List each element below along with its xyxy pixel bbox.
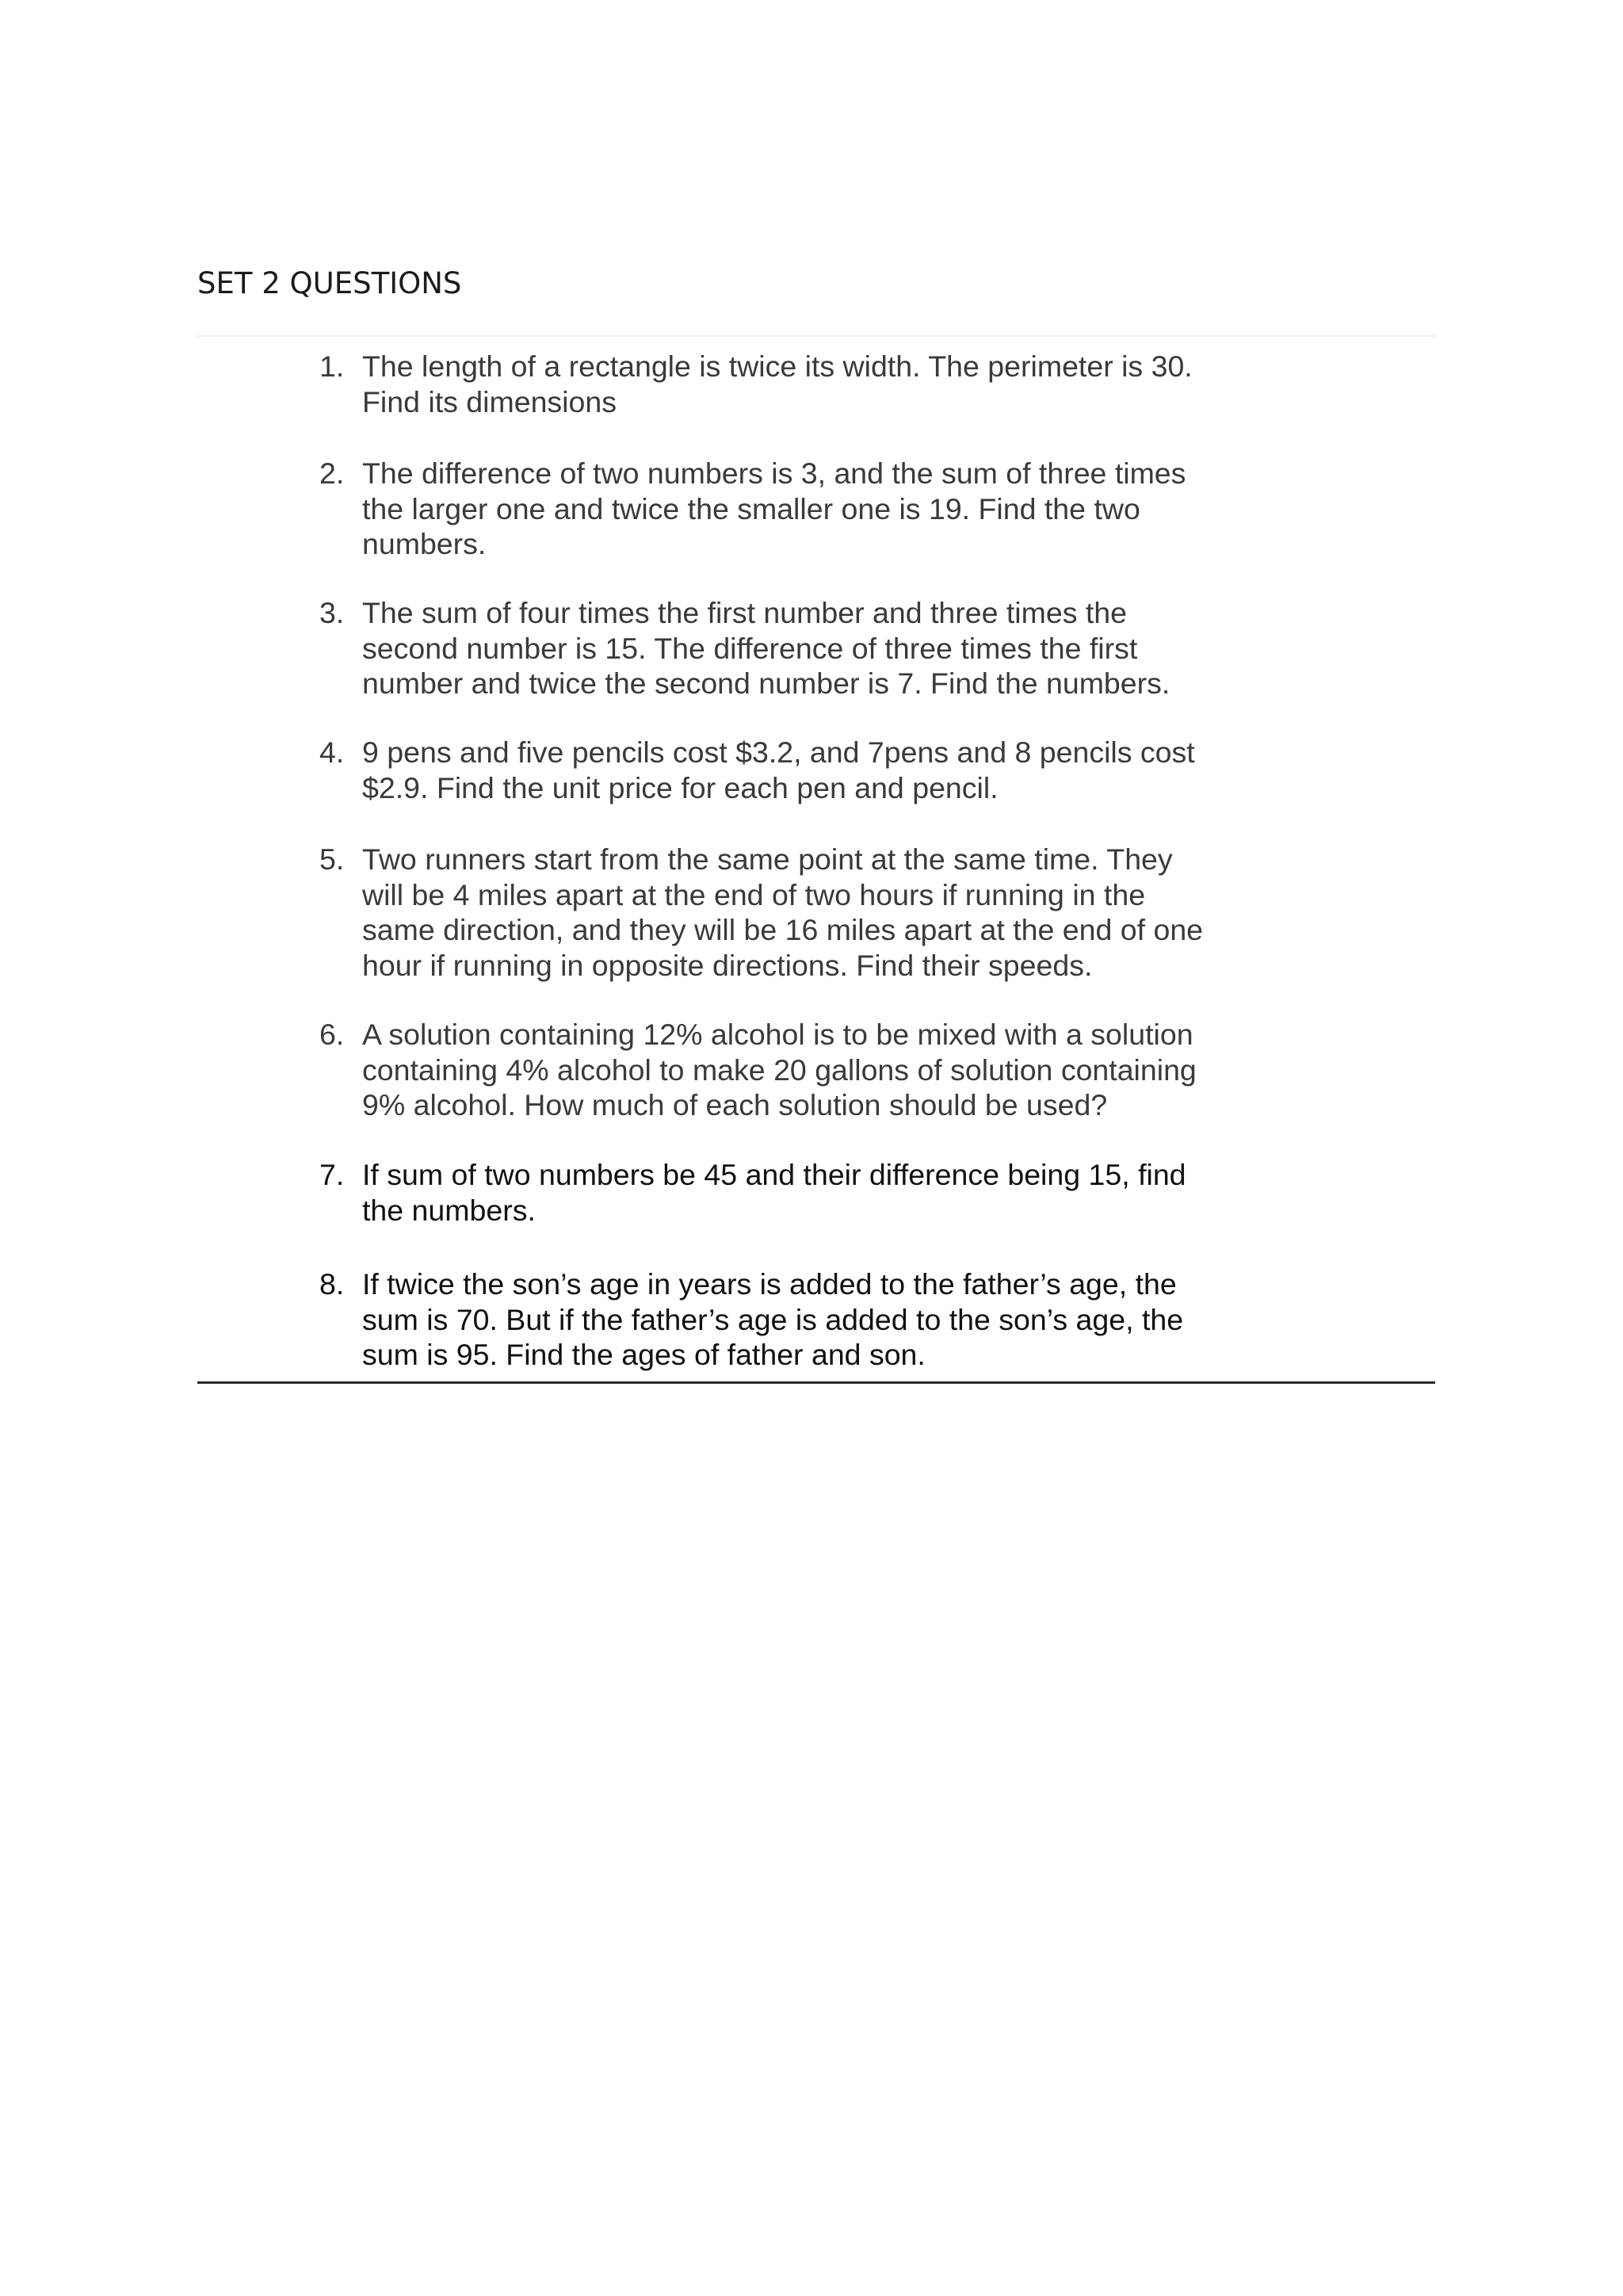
- question-number: 4.: [319, 735, 345, 769]
- question-number: 1.: [319, 350, 345, 383]
- question-text: The difference of two numbers is 3, and the sum of three times the larger one and twice the smaller one is 19. Find the two numbers.: [362, 457, 1186, 560]
- question-6: [319, 1017, 1270, 1123]
- question-number: 8.: [319, 1267, 345, 1301]
- question-1: [319, 349, 1270, 419]
- question-text: If twice the son’s age in years is added to the father’s age, the sum is 70. But if the father’s age is added to the son’s age, the sum is 95. Find the ages of father and son.: [362, 1267, 1184, 1371]
- question-5: [319, 842, 1270, 983]
- question-number: 3.: [319, 596, 345, 629]
- question-4: [319, 735, 1270, 805]
- question-3: [319, 595, 1270, 701]
- question-7: [319, 1157, 1270, 1228]
- question-text: Two runners start from the same point at the same time. They will be 4 miles apart at the end of two hours if running in the same direction, and they will be 16 miles apart at the end of one hour if running in opposite directions. Find their speeds.: [362, 842, 1204, 982]
- question-text: 9 pens and five pencils cost $3.2, and 7pens and 8 pencils cost $2.9. Find the unit price for each pen and pencil.: [362, 735, 1195, 804]
- bottom-divider: [197, 1381, 1435, 1384]
- question-8: [319, 1266, 1270, 1373]
- question-number: 6.: [319, 1018, 345, 1051]
- question-2: [319, 456, 1270, 562]
- question-text: The sum of four times the first number and three times the second number is 15. The difference of three times the first number and twice the second number is 7. Find the numbers.: [362, 596, 1170, 700]
- question-text: A solution containing 12% alcohol is to be mixed with a solution containing 4% alcohol to make 20 gallons of solution containing 9% alcohol. How much of each solution should be used?: [362, 1018, 1197, 1121]
- question-number: 2.: [319, 457, 345, 490]
- question-number: 7.: [319, 1158, 345, 1191]
- question-text: If sum of two numbers be 45 and their difference being 15, find the numbers.: [362, 1158, 1186, 1227]
- page-title: SET 2 QUESTIONS: [197, 266, 462, 300]
- question-number: 5.: [319, 842, 345, 876]
- question-text: The length of a rectangle is twice its width. The perimeter is 30. Find its dimensions: [362, 350, 1193, 418]
